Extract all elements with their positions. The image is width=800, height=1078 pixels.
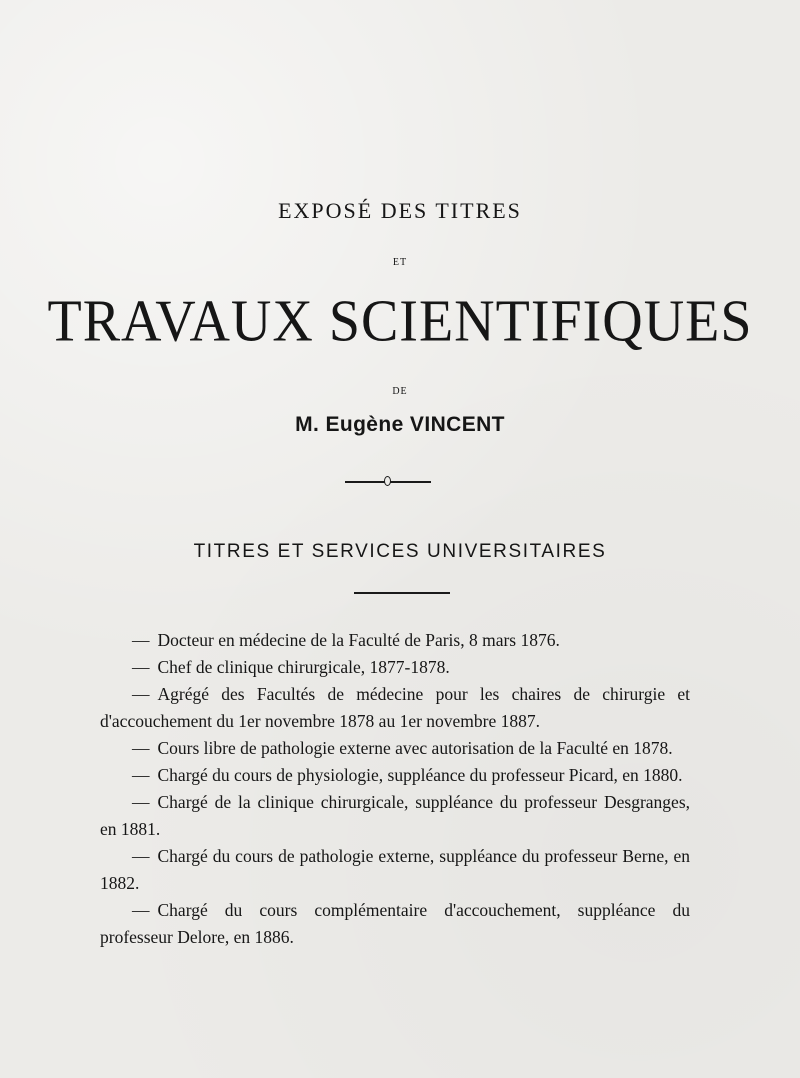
list-item bbox=[100, 681, 690, 735]
title-line-1: EXPOSÉ DES TITRES bbox=[278, 198, 522, 223]
entry-text: Chef de clinique chirurgicale, 1877-1878. bbox=[157, 657, 450, 677]
entry-text: Agrégé des Facultés de médecine pour les chaires de chirurgie et d'accouchement du 1er novembre 1878 au 1er novembre 1887. bbox=[100, 684, 690, 731]
entry-text: Docteur en médecine de la Faculté de Paris, 8 mars 1876. bbox=[157, 630, 560, 650]
connector-de: DE bbox=[392, 386, 408, 397]
entry-dash: — bbox=[132, 792, 150, 812]
ornament-icon bbox=[384, 476, 391, 486]
entry-text: Chargé du cours complémentaire d'accouchement, suppléance du professeur Delore, en 1886. bbox=[100, 900, 690, 947]
list-item bbox=[100, 735, 690, 762]
entry-text: Chargé du cours de pathologie externe, suppléance du professeur Berne, en 1882. bbox=[100, 846, 690, 893]
list-item bbox=[100, 789, 690, 843]
entry-text: Chargé du cours de physiologie, suppléance du professeur Picard, en 1880. bbox=[157, 765, 683, 785]
connector-et: ET bbox=[392, 257, 408, 268]
entry-dash: — bbox=[132, 657, 150, 677]
entry-dash: — bbox=[132, 738, 150, 758]
list-item bbox=[100, 627, 690, 654]
section-divider bbox=[354, 592, 450, 594]
list-item bbox=[100, 843, 690, 897]
entry-dash: — bbox=[132, 900, 150, 920]
entry-dash: — bbox=[132, 765, 150, 785]
section-heading: TITRES ET SERVICES UNIVERSITAIRES bbox=[193, 541, 607, 562]
entries-list bbox=[100, 627, 690, 951]
author-name: M. Eugène VINCENT bbox=[295, 413, 505, 436]
main-title: TRAVAUX SCIENTIFIQUES bbox=[47, 289, 753, 355]
list-item bbox=[100, 762, 690, 789]
entry-dash: — bbox=[132, 684, 150, 704]
entry-text: Cours libre de pathologie externe avec autorisation de la Faculté en 1878. bbox=[157, 738, 673, 758]
entry-dash: — bbox=[132, 846, 150, 866]
entry-text: Chargé de la clinique chirurgicale, suppléance du professeur Desgranges, en 1881. bbox=[100, 792, 690, 839]
entry-dash: — bbox=[132, 630, 150, 650]
list-item bbox=[100, 654, 690, 681]
list-item bbox=[100, 897, 690, 951]
